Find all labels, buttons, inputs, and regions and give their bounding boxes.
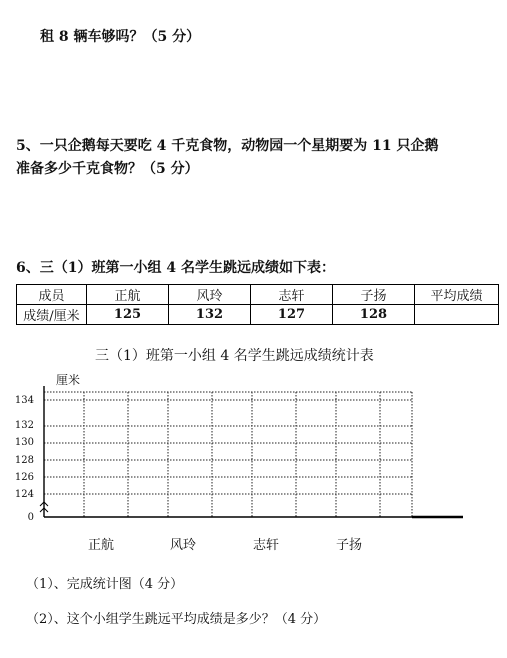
x-tick-label: 风玲 — [170, 538, 197, 553]
sub-question-1: （1）、完成统计图（4 分） — [26, 577, 184, 592]
table-header-cell: 子扬 — [333, 285, 415, 305]
chart-grid — [44, 392, 412, 517]
table-header-cell: 正航 — [87, 285, 169, 305]
x-tick-label: 子扬 — [336, 538, 363, 553]
q4-continuation: 租 8 辆车够吗？（5 分） — [40, 29, 201, 45]
y-axis-label: 厘米 — [56, 373, 81, 387]
table-cell: 128 — [333, 305, 415, 325]
q5-line1: 5、一只企鹅每天要吃 4 千克食物，动物园一个星期要为 11 只企鹅 — [16, 138, 439, 154]
y-tick-label: 132 — [14, 420, 34, 431]
x-tick-label: 志轩 — [253, 538, 280, 553]
q6-title: 6、三（1）班第一小组 4 名学生跳远成绩如下表： — [16, 260, 335, 276]
table-header-cell: 风玲 — [169, 285, 251, 305]
y-tick-label: 130 — [14, 437, 34, 448]
y-tick-label: 128 — [14, 455, 34, 466]
y-tick-label: 134 — [14, 395, 34, 406]
table-cell: 132 — [169, 305, 251, 325]
sub-question-2: （2）、这个小组学生跳远平均成绩是多少？（4 分） — [26, 612, 327, 627]
y-tick-label: 124 — [14, 489, 34, 500]
x-tick-label: 正航 — [88, 538, 115, 553]
table-cell: 127 — [251, 305, 333, 325]
table-cell: 成绩/厘米 — [17, 305, 87, 325]
q5-line2: 准备多少千克食物？（5 分） — [16, 161, 199, 177]
y-tick-label: 0 — [27, 512, 34, 523]
table-header-cell: 平均成绩 — [415, 285, 499, 305]
table-header-cell: 成员 — [17, 285, 87, 305]
table-header-cell: 志轩 — [251, 285, 333, 305]
chart-title: 三（1）班第一小组 4 名学生跳远成绩统计表 — [95, 348, 374, 364]
table-cell: 125 — [87, 305, 169, 325]
y-tick-label: 126 — [14, 472, 34, 483]
